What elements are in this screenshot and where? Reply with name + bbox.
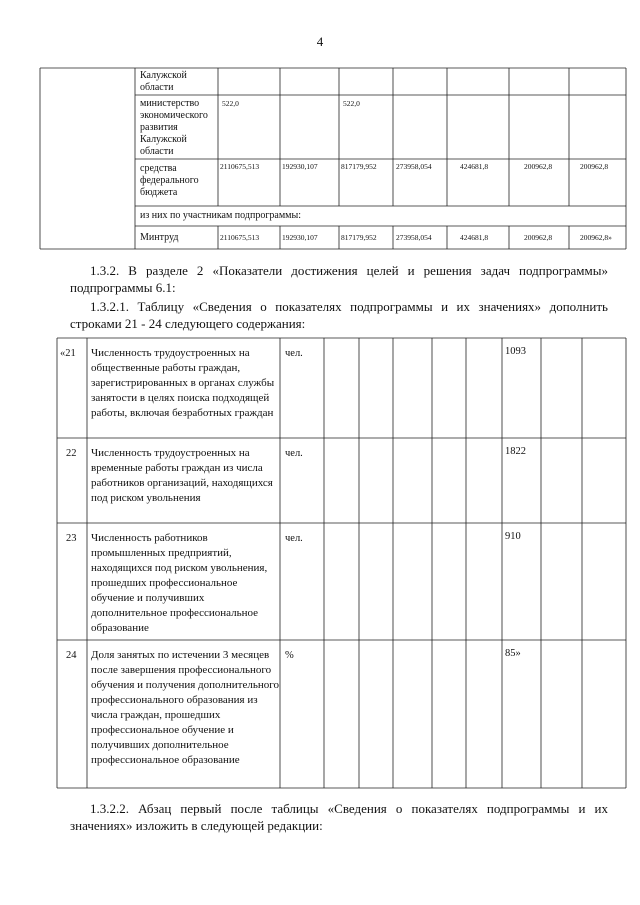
table1-cell: 192930,107	[282, 233, 318, 242]
paragraph-1-3-2-1: 1.3.2.1. Таблицу «Сведения о показателях подпрограммы и их значениях» дополнить строками 21 - 24 следующего содержания:	[70, 299, 608, 331]
table2-unit: чел.	[285, 348, 303, 359]
table1-row-label: Минтруд	[140, 232, 179, 243]
table1-cell: 200962,8	[524, 162, 553, 171]
table1-cell: 424681,8	[460, 162, 489, 171]
table2-indicator-text: Численность работников промышленных предприятий, находящихся под риском увольнения, прошедших профессиональное обучение и получивших дополнительное профессиональное образование	[91, 532, 268, 634]
table1-cell: 192930,107	[282, 162, 318, 171]
table2-row-number: 23	[66, 533, 77, 544]
table1-row-label: средства федерального бюджета	[140, 163, 199, 198]
table2-indicator-text: Численность трудоустроенных на временные работы граждан из числа работников организаций, находящихся под риском увольнения	[91, 447, 273, 504]
table1-subheader: из них по участникам подпрограммы:	[140, 210, 302, 221]
table1-cell: 522,0	[222, 99, 239, 108]
table2-row-number: «21	[60, 348, 76, 359]
table1-cell: 424681,8	[460, 233, 489, 242]
table2-value: 1093	[505, 346, 526, 357]
table1-cell: 817179,952	[341, 233, 377, 242]
table2-unit: %	[285, 650, 294, 661]
paragraph-1-3-2: 1.3.2. В разделе 2 «Показатели достижения целей и решения задач подпрограммы» подпрограммы 6.1:	[70, 263, 608, 295]
table2-row-number: 22	[66, 448, 77, 459]
table1-cell: 200962,8»	[580, 233, 612, 242]
table2-value: 910	[505, 531, 521, 542]
table2-unit: чел.	[285, 448, 303, 459]
table1-cell: 817179,952	[341, 162, 377, 171]
table2-indicator-text: Доля занятых по истечении 3 месяцев после завершения профессионального обучения и получения дополнительного профессионального образования из числа граждан, прошедших профессиональное обучение и получивших дополнительное профессиональное образование	[91, 649, 279, 766]
paragraph-1-3-2-2: 1.3.2.2. Абзац первый после таблицы «Сведения о показателях подпрограммы и их значениях» изложить в следующей редакции:	[70, 801, 608, 833]
page-number: 4	[316, 34, 324, 49]
table1-cell: 522,0	[343, 99, 360, 108]
table1-cell: 2110675,513	[220, 233, 260, 242]
table1-cell: 200962,8	[580, 162, 609, 171]
table1-cell: 273958,054	[396, 233, 432, 242]
table1-cell: 200962,8	[524, 233, 553, 242]
table1-cell: 273958,054	[396, 162, 432, 171]
table2-value: 85»	[505, 648, 521, 659]
table2-value: 1822	[505, 446, 526, 457]
table2-indicator-text: Численность трудоустроенных на общественные работы граждан, зарегистрированных в органах службы занятости в целях поиска подходящей работы, включая безработных граждан	[91, 347, 275, 419]
table1-cell: 2110675,513	[220, 162, 260, 171]
table1-row-label: Калужской области	[140, 70, 187, 93]
table2-unit: чел.	[285, 533, 303, 544]
table1-row-label: министерство экономического развития Калужской области	[140, 98, 208, 157]
table2-row-number: 24	[66, 650, 77, 661]
